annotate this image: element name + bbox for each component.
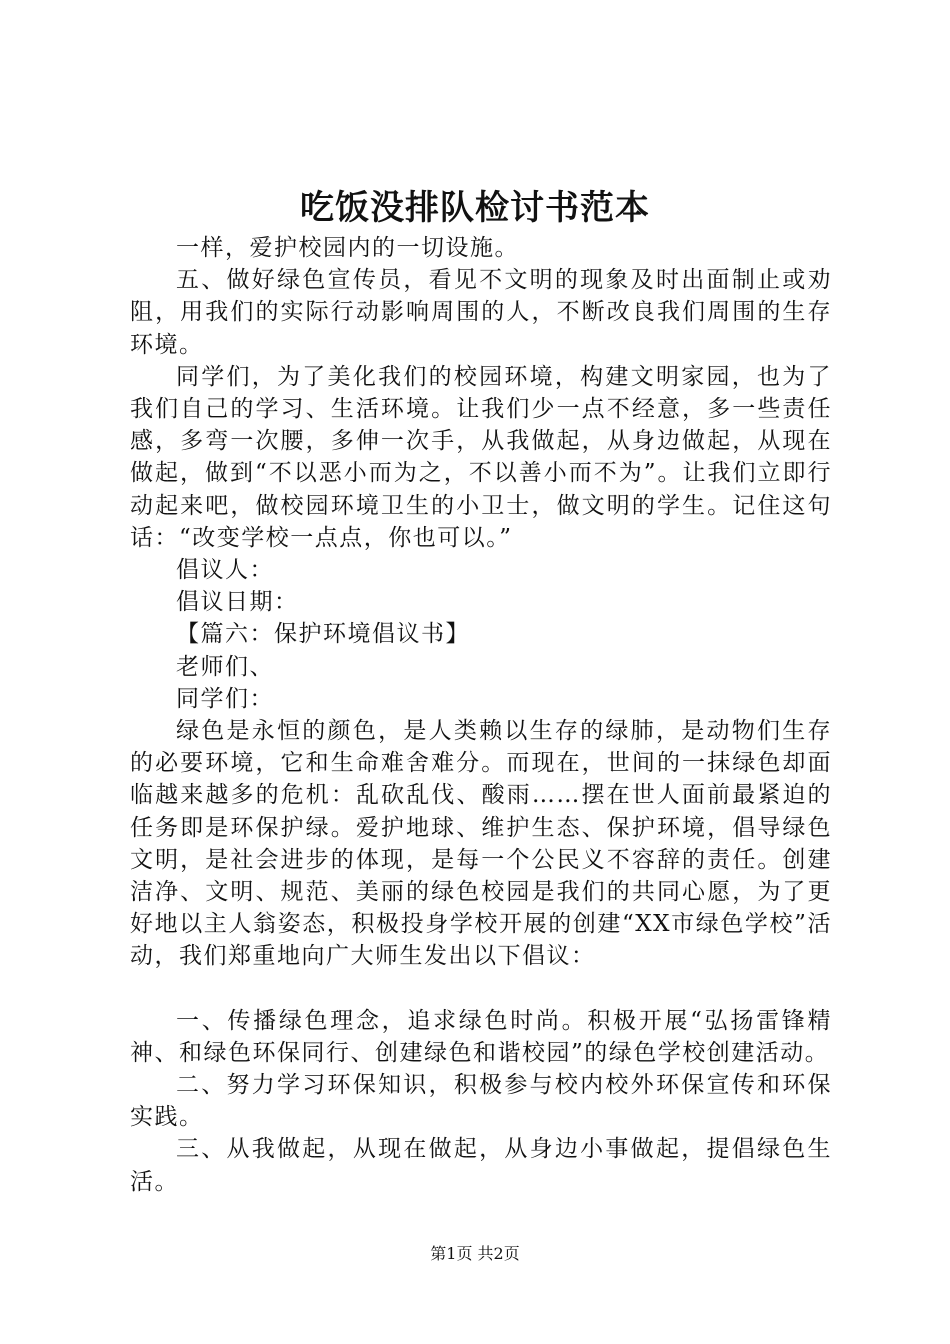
- document-body: [130, 232, 832, 1198]
- paragraph: 三、从我做起，从现在做起，从身边小事做起，提倡绿色生活。: [130, 1136, 832, 1195]
- date-line: 倡议日期：: [176, 589, 299, 616]
- paragraph: 绿色是永恒的颜色，是人类赖以生存的绿肺，是动物们生存的必要环境，它和生命难舍难分。而现在，世间的一抹绿色却面临越来越多的危机：乱砍乱伐、酸雨……摆在世人面前最紧迫的任务即是环保护绿。爱护地球、维护生态、保护环境，倡导绿色文明，是社会进步的体现，是每一个公民义不容辞的责任。创建洁净、文明、规范、美丽的绿色校园是我们的共同心愿，为了更好地以主人翁姿态，积极投身学校开展的创建“XX市绿色学校”活动，我们郑重地向广大师生发出以下倡议：: [130, 718, 832, 970]
- paragraph: 同学们，为了美化我们的校园环境，构建文明家园，也为了我们自己的学习、生活环境。让我们少一点不经意，多一些责任感，多弯一次腰，多伸一次手，从我做起，从身边做起，从现在做起，做到“不以恶小而为之，不以善小而不为”。让我们立即行动起来吧，做校园环境卫生的小卫士，做文明的学生。记住这句话：“改变学校一点点，你也可以。”: [130, 363, 832, 551]
- paragraph: 一样，爱护校园内的一切设施。: [176, 235, 519, 261]
- paragraph: 五、做好绿色宣传员，看见不文明的现象及时出面制止或劝阻，用我们的实际行动影响周围的人，不断改良我们周围的生存环境。: [130, 267, 832, 358]
- page-number: 第1页 共2页: [430, 1244, 520, 1263]
- page-title: 吃饭没排队检讨书范本: [300, 188, 650, 228]
- paragraph: 二、努力学习环保知识，积极参与校内校外环保宣传和环保实践。: [130, 1072, 832, 1131]
- paragraph: 一、传播绿色理念，追求绿色时尚。积极开展“弘扬雷锋精神、和绿色环保同行、创建绿色和谐校园”的绿色学校创建活动。: [130, 1007, 832, 1066]
- salutation: 同学们：: [176, 685, 274, 712]
- section-heading: 【篇六：保护环境倡议书】: [176, 621, 470, 648]
- salutation: 老师们、: [176, 653, 274, 680]
- signer-line: 倡议人：: [176, 557, 274, 584]
